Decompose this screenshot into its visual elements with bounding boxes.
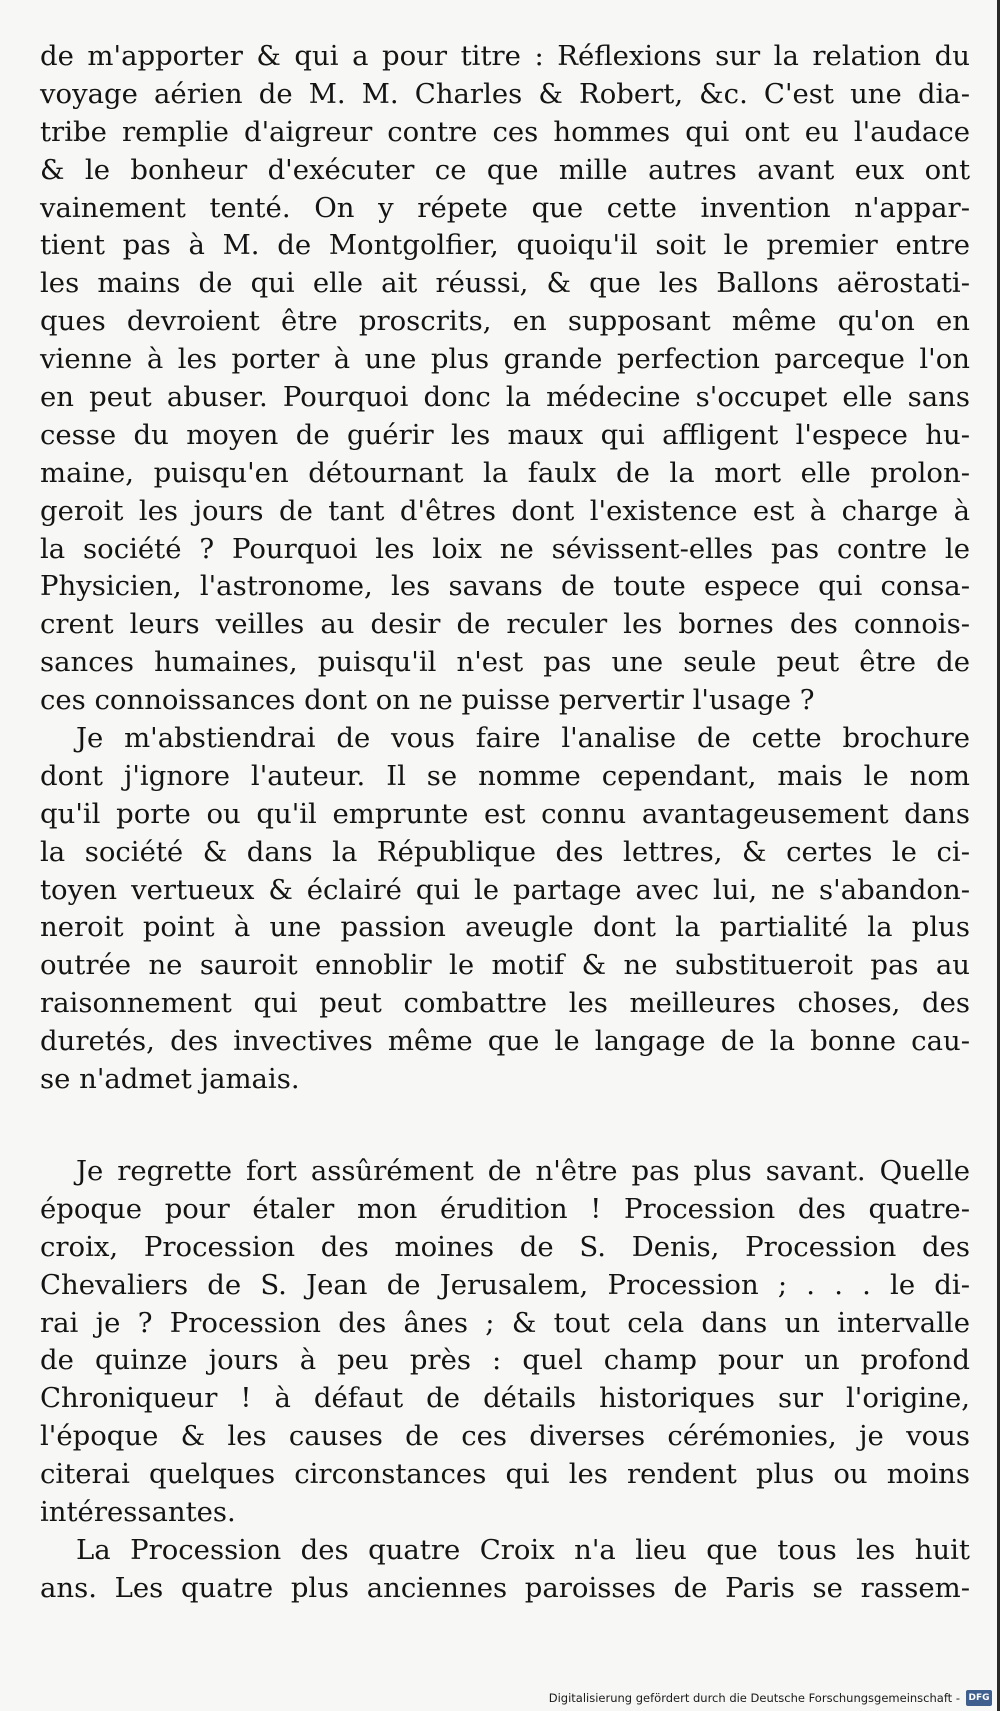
text-line: Chevaliers de S. Jean de Jerusalem, Procession ; . . . le di-	[40, 1268, 970, 1301]
paragraph-4	[40, 1532, 970, 1608]
text-line: Physicien, l'astronome, les savans de toute espece qui consa-	[40, 570, 970, 603]
text-line: dont j'ignore l'auteur. Il se nomme cependant, mais le nom	[40, 759, 970, 792]
text-line: ques devroient être proscrits, en supposant même qu'on en	[40, 305, 970, 338]
text-line: Chroniqueur ! à défaut de détails historiques sur l'origine,	[40, 1382, 970, 1415]
text-line: voyage aérien de M. M. Charles & Robert, &c. C'est une dia-	[40, 77, 970, 110]
text-line: tient pas à M. de Montgolfier, quoiqu'il soit le premier entre	[40, 229, 970, 262]
paragraph-2	[40, 720, 970, 1099]
funding-note: Digitalisierung gefördert durch die Deutsche Forschungsgemeinschaft -	[548, 1691, 960, 1705]
text-line: tribe remplie d'aigreur contre ces hommes qui ont eu l'audace	[40, 115, 970, 148]
section-gap	[40, 1099, 970, 1153]
text-line: rai je ? Procession des ânes ; & tout cela dans un intervalle	[40, 1306, 970, 1339]
book-page-text	[40, 38, 970, 1608]
text-line: Je regrette fort assûrément de n'être pas plus savant. Quelle	[76, 1154, 970, 1187]
text-line: en peut abuser. Pourquoi donc la médecine s'occupet elle sans	[40, 381, 970, 414]
text-line: vainement tenté. On y répete que cette invention n'appar-	[40, 191, 970, 224]
text-line: crent leurs veilles au desir de reculer les bornes des connois-	[40, 608, 970, 641]
text-line: Je m'abstiendrai de vous faire l'analise de cette brochure	[76, 722, 970, 755]
digitization-footer	[549, 1689, 992, 1707]
text-line: raisonnement qui peut combattre les meilleures choses, des	[40, 987, 970, 1020]
dfg-logo-icon: DFG	[966, 1690, 992, 1706]
text-line: outrée ne sauroit ennoblir le motif & ne substitueroit pas au	[40, 949, 970, 982]
text-line: cesse du moyen de guérir les maux qui affligent l'espece hu-	[40, 418, 970, 451]
text-line: maine, puisqu'en détournant la faulx de la mort elle prolon-	[40, 456, 970, 489]
text-line: ces connoissances dont on ne puisse pervertir l'usage ?	[40, 684, 815, 717]
paragraph-1	[40, 38, 970, 720]
text-line: qu'il porte ou qu'il emprunte est connu avantageusement dans	[40, 797, 970, 830]
text-line: de m'apporter & qui a pour titre : Réflexions sur la relation du	[40, 40, 970, 72]
text-line: ans. Les quatre plus anciennes paroisses de Paris se rassem-	[40, 1571, 970, 1604]
text-line: vienne à les porter à une plus grande perfection parceque l'on	[40, 343, 970, 376]
text-line: l'époque & les causes de ces diverses cérémonies, je vous	[40, 1420, 970, 1453]
text-line: intéressantes.	[40, 1495, 236, 1528]
text-line: & le bonheur d'exécuter ce que mille autres avant eux ont	[40, 153, 970, 186]
text-line: la société ? Pourquoi les loix ne sévissent-elles pas contre le	[40, 532, 970, 565]
text-line: époque pour étaler mon érudition ! Procession des quatre-	[40, 1192, 970, 1225]
text-line: La Procession des quatre Croix n'a lieu que tous les huit	[76, 1533, 970, 1566]
text-line: de quinze jours à peu près : quel champ pour un profond	[40, 1344, 970, 1377]
text-line: geroit les jours de tant d'êtres dont l'existence est à charge à	[40, 494, 970, 527]
text-line: sances humaines, puisqu'il n'est pas une seule peut être de	[40, 646, 970, 679]
text-line: croix, Procession des moines de S. Denis, Procession des	[40, 1230, 970, 1263]
text-line: les mains de qui elle ait réussi, & que les Ballons aërostati-	[40, 267, 970, 300]
text-line: toyen vertueux & éclairé qui le partage avec lui, ne s'abandon-	[40, 873, 970, 906]
text-line: neroit point à une passion aveugle dont la partialité la plus	[40, 911, 970, 944]
paragraph-3	[40, 1153, 970, 1532]
text-line: duretés, des invectives même que le langage de la bonne cau-	[40, 1025, 970, 1058]
text-line: se n'admet jamais.	[40, 1063, 300, 1096]
text-line: citerai quelques circonstances qui les rendent plus ou moins	[40, 1458, 970, 1491]
text-line: la société & dans la République des lettres, & certes le ci-	[40, 835, 970, 868]
